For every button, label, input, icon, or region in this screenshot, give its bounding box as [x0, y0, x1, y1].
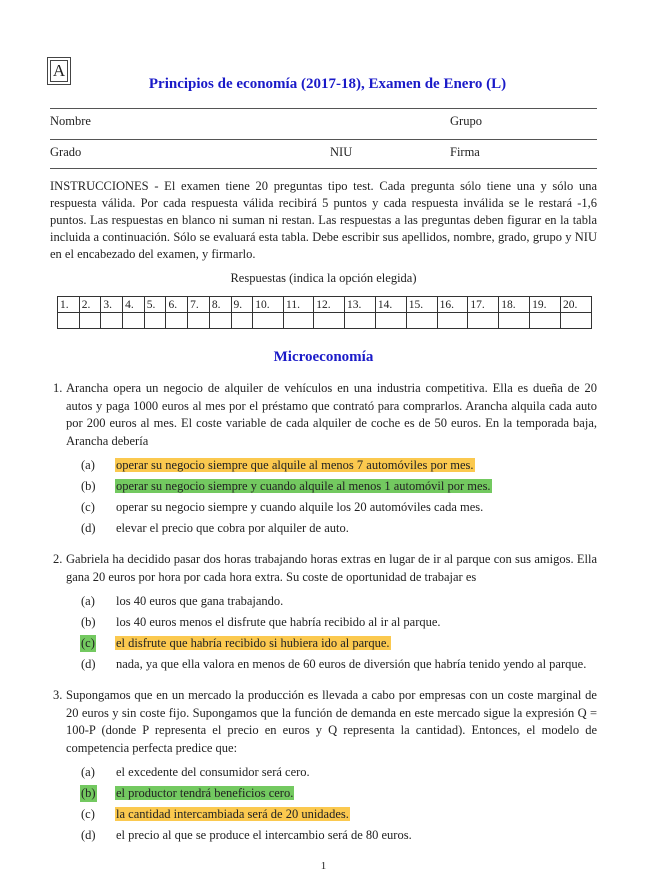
answer-cell[interactable]	[123, 313, 145, 329]
answer-column-header: 20.	[560, 297, 591, 313]
answer-cell[interactable]	[79, 313, 101, 329]
answers-caption: Respuestas (indica la opción elegida)	[230, 271, 417, 285]
question-number: 1.	[53, 381, 63, 395]
page-number: 1	[320, 860, 327, 872]
option-label-correct: (c)	[81, 636, 95, 650]
question-1	[50, 380, 597, 539]
answer-column-header: 4.	[123, 297, 145, 313]
option-d	[80, 827, 597, 846]
answer-cell[interactable]	[314, 313, 345, 329]
option-text: los 40 euros que gana trabajando.	[116, 594, 284, 608]
question-3	[50, 687, 597, 846]
question-2	[50, 551, 597, 675]
question-text: Arancha opera un negocio de alquiler de vehículos en una industria competitiva. Ella es dueña de 20 autos y paga 1000 euros al mes por el préstamo que contrató para comprarlos. Arancha alquila cada auto por 200 euros al mes. El coste variable de cada alquiler de coche es de 50 euros. En la temporada baja, Arancha debería	[66, 381, 597, 448]
exam-body	[50, 0, 597, 884]
answer-cell[interactable]	[166, 313, 188, 329]
answers-table	[57, 296, 592, 329]
answer-cell[interactable]	[144, 313, 166, 329]
option-c	[80, 499, 597, 518]
option-label: (c)	[81, 807, 95, 821]
option-text: el precio al que se produce el intercambio será de 80 euros.	[116, 828, 412, 842]
option-a	[80, 457, 597, 476]
answer-column-header: 19.	[530, 297, 561, 313]
option-text-selected: el disfrute que habría recibido si hubiera ido al parque.	[116, 636, 390, 650]
option-c	[80, 635, 597, 654]
answer-column-header: 17.	[468, 297, 499, 313]
option-label: (d)	[81, 657, 96, 671]
option-b	[80, 614, 597, 633]
option-label: (a)	[81, 594, 95, 608]
answer-cell[interactable]	[345, 313, 376, 329]
option-d	[80, 656, 597, 675]
answer-column-header: 7.	[188, 297, 210, 313]
question-number: 3.	[53, 688, 63, 702]
answer-cell[interactable]	[375, 313, 406, 329]
answer-cell[interactable]	[560, 313, 591, 329]
question-number: 2.	[53, 552, 63, 566]
option-b	[80, 785, 597, 804]
answers-input-row	[58, 313, 592, 329]
answer-cell[interactable]	[188, 313, 210, 329]
option-label: (d)	[81, 521, 96, 535]
answer-column-header: 16.	[437, 297, 468, 313]
answer-column-header: 1.	[58, 297, 80, 313]
option-b	[80, 478, 597, 497]
answer-cell[interactable]	[58, 313, 80, 329]
option-text: elevar el precio que cobra por alquiler de auto.	[116, 521, 349, 535]
answer-column-header: 10.	[253, 297, 284, 313]
answer-column-header: 5.	[144, 297, 166, 313]
option-label: (a)	[81, 458, 95, 472]
answer-cell[interactable]	[530, 313, 561, 329]
answer-column-header: 8.	[209, 297, 231, 313]
option-text-correct: el productor tendrá beneficios cero.	[116, 786, 294, 800]
section-title: Microeconomía	[273, 349, 374, 365]
question-text: Supongamos que en un mercado la producción es llevada a cabo por empresas con un coste marginal de 20 euros y sin coste fijo. Supongamos que la función de demanda en este mercado sigue la expresión Q = 100-P (donde P representa el precio en euros y Q representa la cantidad). Entonces, el modelo de competencia perfecta predice que:	[66, 688, 597, 755]
option-label: (a)	[81, 765, 95, 779]
option-c	[80, 806, 597, 825]
option-text: los 40 euros menos el disfrute que habría recibido al ir al parque.	[116, 615, 441, 629]
option-text-correct: operar su negocio siempre y cuando alquile al menos 1 automóvil por mes.	[116, 479, 491, 493]
exam-title: Principios de economía (2017-18), Examen de Enero (L)	[148, 76, 507, 92]
answer-cell[interactable]	[406, 313, 437, 329]
option-label: (d)	[81, 828, 96, 842]
option-a	[80, 764, 597, 783]
field-grado: Grado	[50, 145, 82, 159]
answer-column-header: 13.	[345, 297, 376, 313]
answer-column-header: 12.	[314, 297, 345, 313]
answer-column-header: 3.	[101, 297, 123, 313]
option-text-selected: operar su negocio siempre que alquile al menos 7 automóviles por mes.	[116, 458, 474, 472]
answers-header-row	[58, 297, 592, 313]
option-label-correct: (b)	[81, 786, 96, 800]
option-label: (b)	[81, 615, 96, 629]
answer-cell[interactable]	[468, 313, 499, 329]
answer-cell[interactable]	[101, 313, 123, 329]
field-grupo: Grupo	[450, 114, 482, 128]
answer-cell[interactable]	[499, 313, 530, 329]
answer-column-header: 9.	[231, 297, 253, 313]
option-a	[80, 593, 597, 612]
field-nombre: Nombre	[50, 114, 91, 128]
option-text: operar su negocio siempre y cuando alquile los 20 automóviles cada mes.	[116, 500, 484, 514]
answer-cell[interactable]	[437, 313, 468, 329]
option-text-selected: la cantidad intercambiada será de 20 unidades.	[116, 807, 349, 821]
question-text: Gabriela ha decidido pasar dos horas trabajando horas extras en lugar de ir al parque con sus amigos. Ella gana 20 euros por hora por cada hora extra. Su coste de oportunidad de trabajar es	[66, 552, 597, 584]
answer-cell[interactable]	[284, 313, 314, 329]
answer-column-header: 6.	[166, 297, 188, 313]
option-text: nada, ya que ella valora en menos de 60 euros de diversión que habría tenido yendo al parque.	[116, 657, 587, 671]
answer-cell[interactable]	[231, 313, 253, 329]
answer-column-header: 11.	[284, 297, 314, 313]
field-niu: NIU	[330, 145, 353, 159]
field-firma: Firma	[450, 145, 480, 159]
exam-version-letter: A	[50, 60, 68, 82]
option-label: (b)	[81, 479, 96, 493]
answer-column-header: 18.	[499, 297, 530, 313]
option-d	[80, 520, 597, 539]
instructions: INSTRUCCIONES - El examen tiene 20 preguntas tipo test. Cada pregunta sólo tiene una y sólo una respuesta válida. Por cada respuesta válida recibirá 5 puntos y cada respuesta inválida se le restará -1,6 puntos. Las respuestas en blanco ni suman ni restan. Las respuestas a las preguntas deben figurar en la tabla incluida a continuación. Sólo se evaluará esta tabla. Debe escribir sus apellidos, nombre, grado, grupo y NIU en el encabezado del examen, y firmarlo.	[50, 179, 597, 261]
answer-cell[interactable]	[209, 313, 231, 329]
answer-column-header: 2.	[79, 297, 101, 313]
answer-column-header: 15.	[406, 297, 437, 313]
option-label: (c)	[81, 500, 95, 514]
answer-cell[interactable]	[253, 313, 284, 329]
answer-column-header: 14.	[375, 297, 406, 313]
option-text: el excedente del consumidor será cero.	[116, 765, 310, 779]
